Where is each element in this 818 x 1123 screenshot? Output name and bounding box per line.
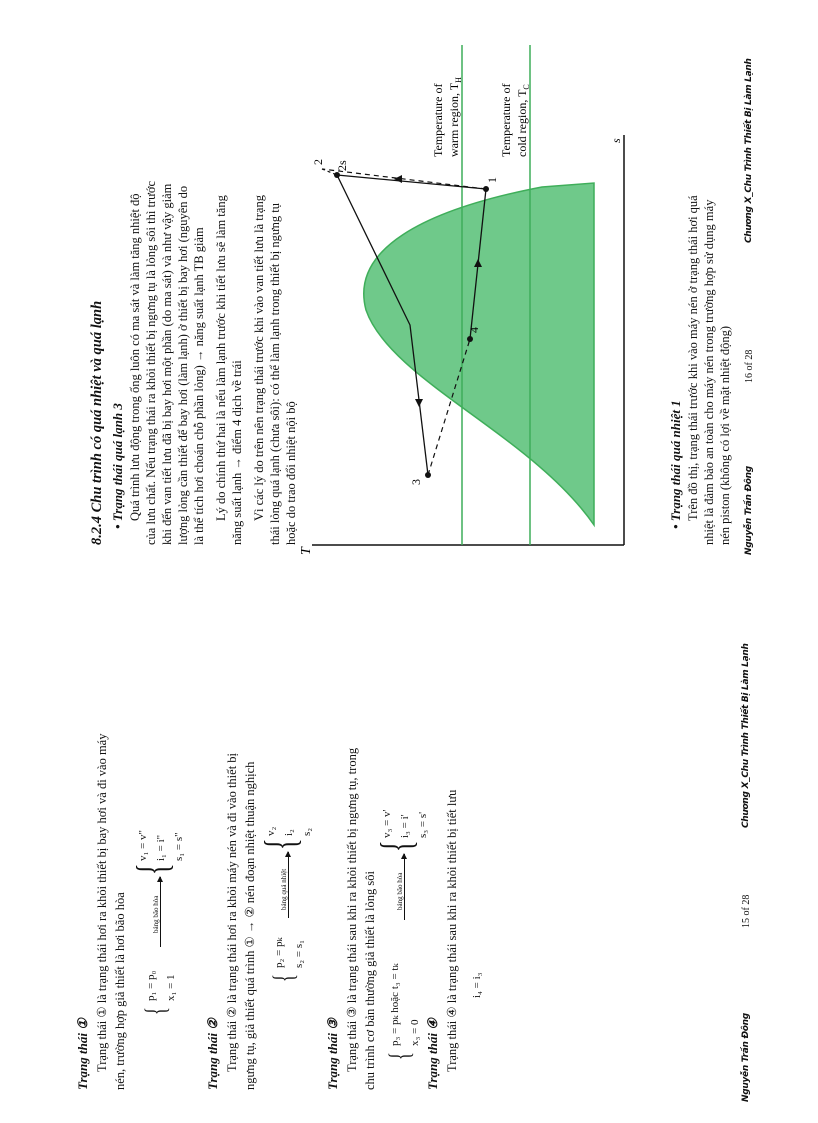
label-point-2s: 2s (335, 160, 349, 171)
eq-3b: x₃ = 0 (409, 1019, 421, 1046)
para-1-line5: là thể tích hơi choán chỗ phần lỏng) → năng suất lạnh TB giảm (192, 227, 206, 545)
res-1c: s₁ = s" (173, 832, 185, 861)
eq-4: i₄ = i₃ (471, 972, 483, 998)
ts-diagram (299, 10, 637, 555)
section-title: 8.2.4 Chu trình có quá nhiệt và quá lạnh (89, 300, 105, 545)
brace-left: { (139, 1007, 172, 1015)
para-1-line4: lượng lỏng cần thiết để bay hơi (làm lạnh) ở thiết bị bay hơi (nguyên do (176, 185, 190, 545)
state-3-text-line2: chu trình cơ bản thường giả thiết là lỏng sôi (363, 871, 377, 1090)
arrow-compression (394, 175, 402, 183)
eq-3a: p₃ = pₖ hoặc t₃ = tₖ (389, 963, 401, 1046)
axis-x-label: s (609, 138, 623, 143)
para-4-line2: nhiệt là đảm bảo an toàn cho máy nén trong trường hợp sử dụng máy (702, 199, 716, 545)
state-2-text-line1: Trạng thái ② là trạng thái hơi ra khỏi máy nén và đi vào thiết bị (225, 752, 239, 1072)
state-1-equation (128, 775, 192, 1015)
point-3 (425, 472, 431, 478)
res-2a: v₂ (265, 826, 277, 836)
para-2-line2: năng suất lạnh → điểm 4 dịch về trái (230, 360, 244, 545)
para-1-line3: khi đến van tiết lưu đã bị bay hơi một phần (do ma sát) và như vậy giảm (160, 183, 174, 545)
warm-label-line2: warm region, $T_H$ (447, 77, 463, 157)
brace-right: { (372, 840, 421, 852)
res-1a: v₁ = v" (137, 829, 149, 861)
saturation-dome (364, 183, 594, 525)
eq-3-arrow (404, 854, 405, 920)
res-2b: i₂ (283, 829, 295, 836)
brace-left: { (267, 974, 300, 982)
res-3b: i₃ = i' (399, 814, 411, 838)
state-3-text-line1: Trạng thái ③ là trạng thái sau khi ra khỏi thiết bị ngưng tụ, trong (345, 747, 359, 1072)
eq-2a: p₂ = pₖ (273, 937, 285, 968)
state-1-text-line1: Trạng thái ① là trạng thái hơi ra khỏi thiết bị bay hơi và đi vào máy (95, 733, 109, 1072)
para-1-line2: của lưu chất. Nếu trạng thái ra khỏi thiết bị ngưng tụ là lỏng sôi thì trước (144, 180, 158, 545)
res-3a: v₃ = v' (381, 809, 393, 838)
res-1b: i₁ = i" (155, 834, 167, 861)
bullet-2-label: Trạng thái quá nhiệt 1 (668, 400, 683, 522)
process-1-2s (337, 175, 486, 189)
state-1-title: Trạng thái ① (75, 1018, 90, 1090)
bullet-1-label: Trạng thái quá lạnh 3 (110, 403, 125, 522)
eq-2b: s₂ = s₁ (293, 940, 305, 968)
state-4-text-line1: Trạng thái ④ là trạng thái sau khi ra khỏi thiết bị tiết lưu (445, 789, 459, 1072)
footer-page-number: 16 of 28 (744, 349, 755, 383)
para-4-line1: Trên đồ thị, trạng thái trước khi vào máy nén ở trạng thái hơi quá (686, 195, 700, 521)
label-point-4: 4 (467, 327, 481, 333)
footer-page-number: 15 of 28 (741, 894, 752, 928)
label-point-2: 2 (311, 159, 325, 165)
brace-right: { (128, 863, 177, 875)
footer-course: Chương X_Chu Trình Thiết Bị Làm Lạnh (741, 643, 751, 828)
cold-label-line2: cold region, $T_C$ (515, 84, 531, 157)
point-2s (334, 172, 340, 178)
cold-label-line1: Temperature of (499, 83, 513, 157)
state-2-equation (256, 782, 315, 982)
eq-3-arrow-label: bảng bão hòa (396, 872, 404, 910)
para-3-line1: Vì các lý do trên nên trạng thái trước khi vào van tiết lưu là trạng (252, 195, 266, 521)
footer-course: Chương X_Chu Trình Thiết Bị Làm Lạnh (744, 58, 754, 243)
para-3-line3: hoặc do trao đổi nhiệt nội bộ (284, 401, 298, 545)
brace-left: { (383, 1052, 416, 1060)
eq-2-arrow (288, 852, 289, 918)
eq-1-arrow-label: bảng bão hòa (152, 895, 160, 933)
warm-label-line1: Temperature of (431, 83, 445, 157)
eq-1a: p₁ = p₀ (145, 970, 157, 1001)
bullet-1-title: • Trạng thái quá lạnh 3 (110, 403, 125, 529)
para-4-line3: nén piston (không có lợi về mặt nhiệt động) (718, 325, 732, 545)
arrow-condensing (415, 399, 423, 407)
label-point-1: 1 (485, 177, 499, 183)
state-2-text-line2: ngưng tụ, giả thiết quá trình ① → ② nén đoạn nhiệt thuận nghịch (243, 761, 257, 1090)
res-2c: s₂ (301, 827, 313, 836)
point-4 (467, 336, 473, 342)
para-1-line1: Quá trình lưu động trong ống luôn có ma sát và làm tăng nhiệt độ (128, 193, 142, 521)
res-3c: s₃ = s' (417, 811, 429, 838)
eq-1-arrow (160, 877, 161, 947)
bullet-2-title: • Trạng thái quá nhiệt 1 (668, 400, 683, 529)
state-4-title: Trạng thái ④ (425, 1018, 440, 1090)
footer-author: Nguyễn Trần Đông (744, 466, 754, 555)
state-2-title: Trạng thái ② (205, 1018, 220, 1090)
state-1-text-line2: nén, trường hợp giả thiết là hơi bão hòa (113, 892, 127, 1090)
eq-1b: x₁ = 1 (165, 974, 177, 1001)
point-1 (483, 186, 489, 192)
para-2-line1: Lý do chính thứ hai là nếu làm lạnh trước khi tiết lưu sẽ làm tăng (214, 195, 228, 521)
para-3-line2: thái lỏng quá lạnh (chưa sôi): có thể làm lạnh trong thiết bị ngưng tụ (268, 203, 282, 545)
state-3-title: Trạng thái ③ (325, 1018, 340, 1090)
axis-y-label: T (299, 547, 314, 555)
footer-author: Nguyễn Trần Đông (741, 1013, 751, 1102)
state-3-equation (372, 770, 431, 1060)
eq-2-arrow-label: bảng quá nhiệt (280, 868, 288, 910)
label-point-3: 3 (409, 479, 423, 485)
brace-right: { (256, 838, 305, 850)
